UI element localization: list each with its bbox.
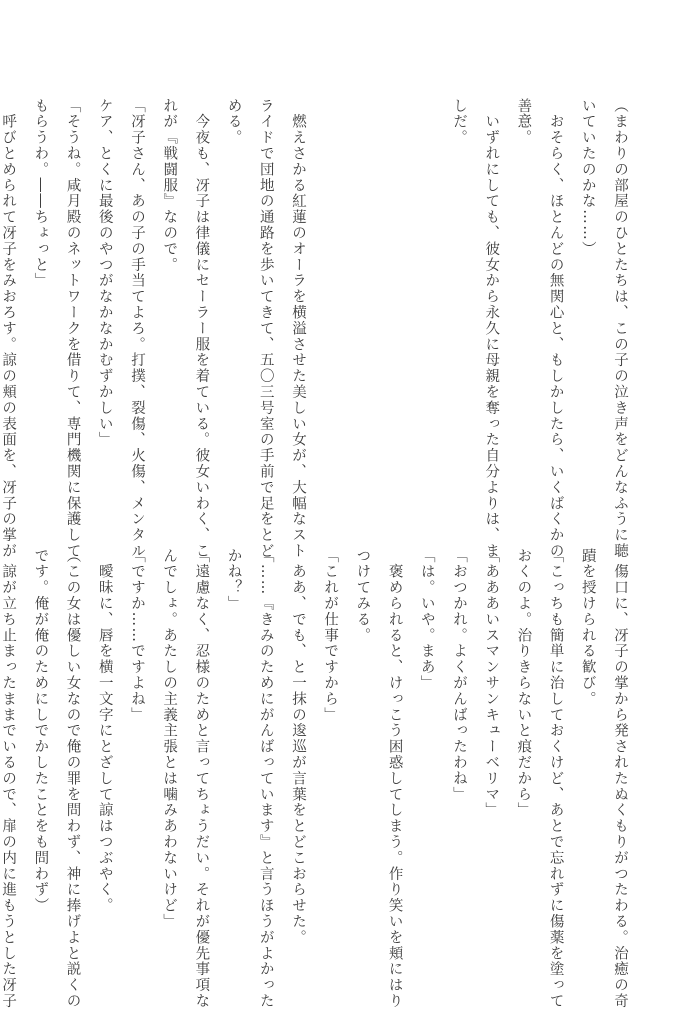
text-line: んでしょ。あたしの主義主張とは噛みあわないけど」 [161,548,178,930]
text-line: ああ、でも、と一抹の逡巡が言葉をとどこおらせた。 [289,548,306,946]
text-line: 今夜も、冴子は律儀にセーラー服を着ている。彼女いわく、こ [193,98,210,560]
text-line: 「こっちも簡単に治しておくけど、あとで忘れずに傷薬を塗って [547,548,564,1010]
text-line: ケア、とくに最後のやつがなかなかむずかしい」 [96,98,113,448]
text-line: いずれにしても、彼女から永久に母親を奪った自分よりは、ま [483,98,500,560]
text-line: いていたのかな……） [579,98,596,257]
text-line: （まわりの部屋のひとたちは、この子の泣き声をどんなふうに聴 [612,98,628,560]
text-line: 呼びとめられて冴子をみおろす。諒の頬の表面を、冴子の掌が [0,98,17,560]
text-line: れが『戦闘服』なので。 [161,98,178,273]
text-line: （この女は優しい女なので俺の罪を問わず、神に捧げよと説くの [64,548,81,1010]
text-line: 「冴子さん、あの子の手当てよろ。打撲、裂傷、火傷、メンタル [128,98,145,560]
text-line: 「は。いや。まあ」 [418,548,435,692]
text-line: ライドで団地の通路を歩いてきて、五〇三号室の手前で足をとど [257,98,274,560]
text-line: 「……『きみのためにがんばっています』と言うほうがよかった [257,548,274,1010]
text-line: める。 [225,98,242,146]
text-line: もらうわ。――ちょっと」 [32,98,49,289]
text-line: 「ですか……ですよね」 [128,548,145,723]
text-line: 燃えさかる紅蓮のオーラを横溢させた美しい女が、大幅なスト [290,98,306,560]
text-line: 「これが仕事ですから」 [322,548,339,723]
text-block-bottom-right [0,548,636,1010]
text-line: おそらく、ほとんどの無関心と、もしかしたら、いくばくかの [547,98,564,560]
text-block-top-left [0,98,314,560]
text-line: おくのよ。治りきらないと痕だから」 [515,548,532,819]
text-line: 蹟を授けられる歓び。 [579,548,596,707]
text-line: しだ。 [450,98,467,146]
text-line: 傷口に、冴子の掌から発されたぬくもりがつたわる。治癒の奇 [612,548,628,1010]
text-line: 「おつかれ。よくがんばったわね」 [450,548,467,803]
text-line: 曖昧に、唇を横一文字にとざして諒はつぶやく。 [96,548,113,914]
text-line: つけてみる。 [354,548,371,644]
text-line: 「遠慮なく、忍様のためと言ってちょうだい。それが優先事項な [193,548,210,1010]
text-line: 善意。 [515,98,532,146]
text-line: です。俺が俺のためにしでかしたことをも問わず） [32,548,49,914]
text-line: 褒められると、けっこう困惑してしまう。作り笑いを頬にはり [386,548,403,1010]
text-block-top-right [443,98,636,560]
text-line: 諒が立ち止まったままでいるので、扉の内に進もうとした冴子 [0,548,17,1010]
text-line: 「そうね。咸月殿のネットワークを借りて、専門機関に保護して [64,98,81,560]
text-line: かね？」 [225,548,242,612]
text-line: 「あああいスマンサンキューベリマ」 [483,548,500,819]
